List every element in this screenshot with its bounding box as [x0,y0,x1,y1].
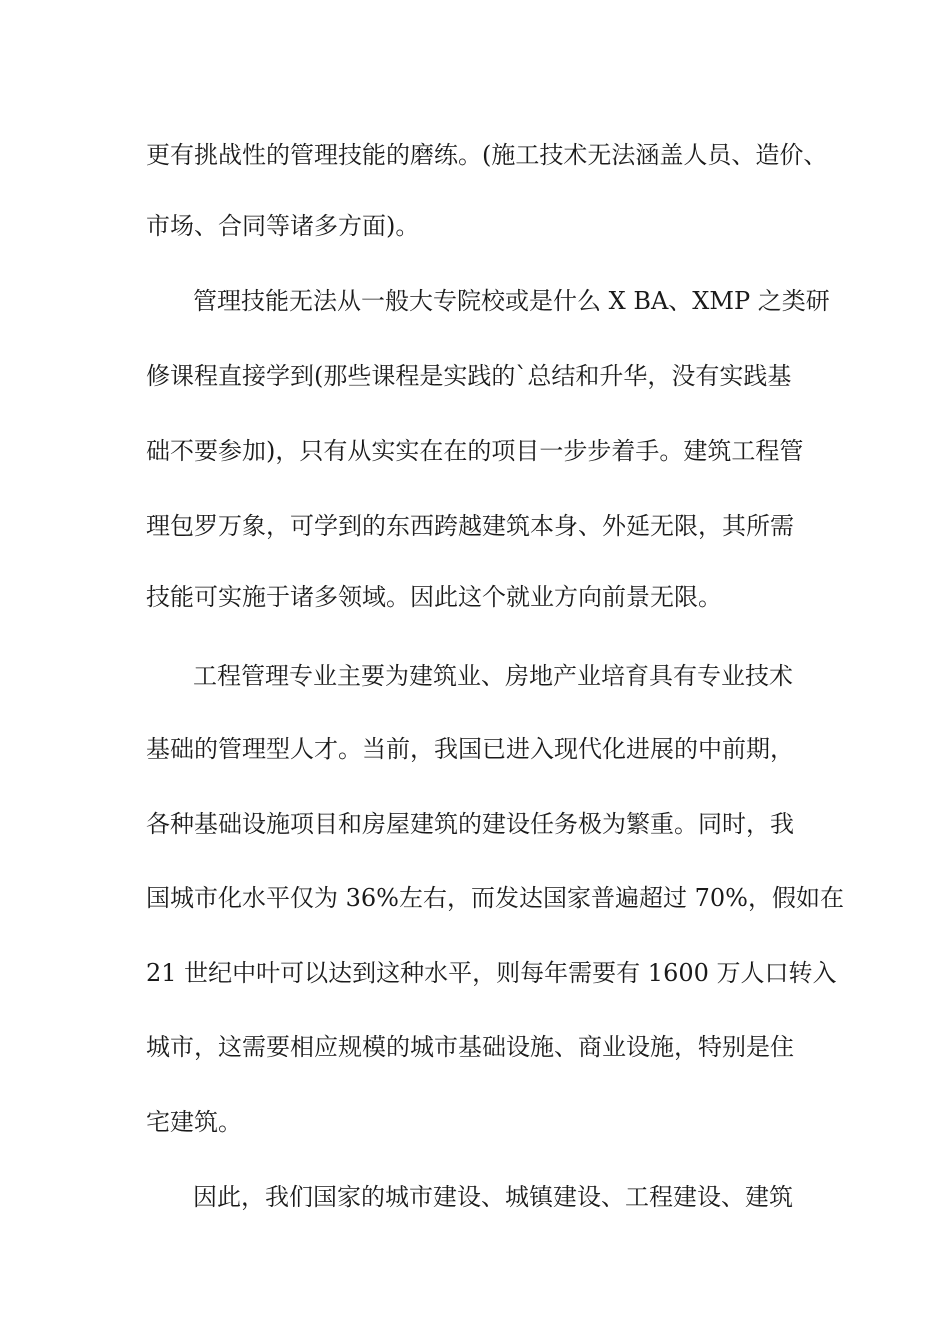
text-line: 宅建筑。 [146,1108,242,1136]
text-line: 础不要参加)，只有从实实在在的项目一步步着手。建筑工程管 [146,437,804,465]
text-line: 技能可实施于诸多领域。因此这个就业方向前景无限。 [146,583,722,611]
text-line: 因此，我们国家的城市建设、城镇建设、工程建设、建筑 [193,1183,793,1211]
text-line: 工程管理专业主要为建筑业、房地产业培育具有专业技术 [193,662,793,690]
text-line: 国城市化水平仅为 36%左右，而发达国家普遍超过 70%，假如在 [146,884,844,912]
text-line: 管理技能无法从一般大专院校或是什么 X BA、XMP 之类研 [193,287,830,315]
text-line: 修课程直接学到(那些课程是实践的`总结和升华，没有实践基 [146,362,792,390]
text-line: 理包罗万象，可学到的东西跨越建筑本身、外延无限，其所需 [146,512,794,540]
text-line: 市场、合同等诸多方面)。 [146,212,420,240]
text-line: 21 世纪中叶可以达到这种水平，则每年需要有 1600 万人口转入 [146,959,837,987]
text-line: 各种基础设施项目和房屋建筑的建设任务极为繁重。同时，我 [146,810,794,838]
text-line: 城市，这需要相应规模的城市基础设施、商业设施，特别是住 [146,1033,794,1061]
text-line: 基础的管理型人才。当前，我国已进入现代化进展的中前期， [146,735,794,763]
text-line: 更有挑战性的管理技能的磨练。(施工技术无法涵盖人员、造价、 [146,141,828,169]
